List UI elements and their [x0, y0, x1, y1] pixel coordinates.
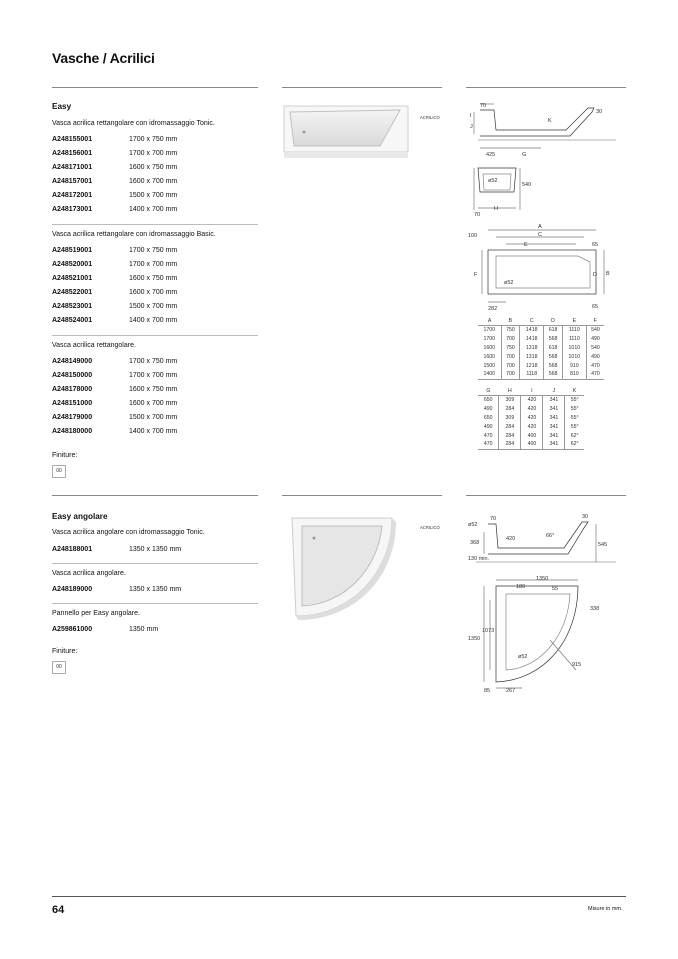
- table-row: 650 309 420 341 55°: [478, 396, 584, 405]
- table-row: 470 284 400 341 62°: [478, 440, 584, 449]
- dim-label: F: [474, 272, 478, 278]
- dim-label: A: [538, 224, 542, 230]
- dim-label: 70: [490, 516, 497, 522]
- product-size: 1350 mm: [129, 626, 159, 633]
- product-size: 1500 x 700 mm: [129, 414, 178, 421]
- product-code: A248156001: [52, 150, 93, 157]
- dim-label: 65: [592, 242, 599, 248]
- product-size: 1600 x 700 mm: [129, 289, 178, 296]
- product-size: 1400 x 700 mm: [129, 317, 178, 324]
- dim-label: 420: [506, 536, 516, 542]
- product-size: 1600 x 750 mm: [129, 275, 178, 282]
- dim-label: ø52: [504, 280, 514, 286]
- dim-label: 1350: [536, 576, 549, 582]
- dim-label: J: [470, 124, 473, 130]
- product-size: 1350 x 1350 mm: [129, 546, 182, 553]
- angolare-group-3-desc: Pannello per Easy angolare.: [52, 610, 140, 617]
- product-size: 1500 x 700 mm: [129, 192, 178, 199]
- table-row: 650 309 420 341 55°: [478, 414, 584, 423]
- table-row: 490 284 420 341 55°: [478, 405, 584, 414]
- table-row: 1500 700 1218 568 910 470: [478, 361, 604, 370]
- divider: [52, 603, 258, 604]
- easy-rule-left: [52, 87, 258, 88]
- easy-finishes-label: Finiture:: [52, 452, 78, 459]
- dim-label: 85: [484, 688, 491, 694]
- material-badge: ACRILICO: [420, 525, 440, 530]
- dim-label: 30: [596, 109, 603, 115]
- dim-label: 338: [590, 606, 600, 612]
- angolare-bathtub-photo: [288, 512, 398, 622]
- dim-label: H: [494, 206, 498, 212]
- product-code: A248523001: [52, 303, 93, 310]
- product-size: 1350 x 1350 mm: [129, 586, 182, 593]
- table-row: 1600 700 1318 568 1010 490: [478, 352, 604, 361]
- divider: [52, 563, 258, 564]
- dim-label: 368: [470, 540, 480, 546]
- product-size: 1700 x 700 mm: [129, 372, 178, 379]
- product-size: 1700 x 700 mm: [129, 150, 178, 157]
- easy-group-1-desc: Vasca acrilica rettangolare con idromassaggio Tonic.: [52, 120, 215, 127]
- angolare-title: Easy angolare: [52, 512, 108, 521]
- table-header: K: [572, 387, 577, 394]
- material-badge: ACRILICO: [420, 115, 440, 120]
- easy-rule-right: [466, 87, 626, 88]
- product-code: A248178000: [52, 386, 93, 393]
- easy-group-3-desc: Vasca acrilica rettangolare.: [52, 342, 136, 349]
- angolare-group-1-desc: Vasca acrilica angolare con idromassaggio Tonic.: [52, 529, 205, 536]
- dim-label: C: [538, 232, 542, 238]
- angolare-group-2-desc: Vasca acrilica angolare.: [52, 570, 126, 577]
- product-code: A248179000: [52, 414, 93, 421]
- product-code: A248150000: [52, 372, 93, 379]
- product-code: A248173001: [52, 206, 93, 213]
- angolare-technical-drawing: [466, 510, 626, 700]
- dim-label: 180: [516, 584, 526, 590]
- table-header: F: [593, 317, 597, 324]
- product-code: A248149000: [52, 358, 93, 365]
- dim-label: 55: [552, 586, 559, 592]
- dim-label: 65: [592, 304, 599, 310]
- product-code: A248522001: [52, 289, 93, 296]
- table-row: 1600 750 1318 618 1010 540: [478, 344, 604, 353]
- easy-technical-drawing: [466, 100, 626, 315]
- footer-rule: [52, 896, 626, 897]
- dim-label: E: [524, 242, 528, 248]
- table-row: 1700 750 1418 618 1110 540: [478, 326, 604, 335]
- easy-spec-table-1: [478, 316, 604, 380]
- easy-spec-table-2: [478, 386, 584, 450]
- dim-label: 540: [522, 182, 532, 188]
- product-code: A248151000: [52, 400, 93, 407]
- easy-title: Easy: [52, 102, 72, 111]
- dim-label: B: [606, 271, 610, 277]
- finish-swatch: 00: [52, 465, 66, 478]
- table-header: G: [486, 387, 491, 394]
- dim-label: G: [522, 152, 527, 158]
- table-row: 490 284 420 341 55°: [478, 422, 584, 431]
- dim-label: 1073: [482, 628, 495, 634]
- angolare-finishes-label: Finiture:: [52, 648, 78, 655]
- table-header: I: [531, 387, 533, 394]
- angolare-rule-mid: [282, 495, 442, 496]
- product-code: A248520001: [52, 261, 93, 268]
- product-code: A248189000: [52, 586, 93, 593]
- product-code: A248172001: [52, 192, 93, 199]
- dim-label: 66°: [546, 533, 555, 539]
- table-header: B: [508, 317, 513, 324]
- footer-note: Misure in mm.: [588, 906, 623, 912]
- product-code: A248171001: [52, 164, 93, 171]
- table-row: 1400 700 1118 568 810 470: [478, 370, 604, 379]
- dim-label: 915: [572, 662, 582, 668]
- divider: [52, 335, 258, 336]
- product-size: 1700 x 750 mm: [129, 247, 178, 254]
- angolare-rule-left: [52, 495, 258, 496]
- product-size: 1700 x 750 mm: [129, 358, 178, 365]
- page-title: Vasche / Acrilici: [52, 50, 155, 66]
- product-size: 1500 x 700 mm: [129, 303, 178, 310]
- table-row: 470 284 400 341 62°: [478, 431, 584, 440]
- dim-label: 1350: [468, 636, 481, 642]
- product-size: 1600 x 750 mm: [129, 386, 178, 393]
- product-code: A248155001: [52, 136, 93, 143]
- product-code: A248519001: [52, 247, 93, 254]
- dim-label: ø52: [468, 522, 478, 528]
- dim-label: 425: [486, 152, 496, 158]
- dim-label: 267: [506, 688, 516, 694]
- table-header: E: [572, 317, 577, 324]
- dim-label: ø52: [518, 654, 528, 660]
- dim-label: 70: [480, 103, 487, 109]
- table-header: C: [529, 317, 534, 324]
- dim-label: 130 min.: [468, 556, 490, 562]
- divider: [52, 224, 258, 225]
- table-row: 1700 700 1418 568 1110 490: [478, 335, 604, 344]
- dim-label: 545: [598, 542, 608, 548]
- dim-label: 282: [488, 306, 498, 312]
- dim-label: 100: [468, 233, 478, 239]
- dim-label: I: [470, 113, 472, 119]
- dim-label: K: [548, 118, 552, 124]
- product-size: 1400 x 700 mm: [129, 428, 178, 435]
- product-code: A248524001: [52, 317, 93, 324]
- easy-group-2-desc: Vasca acrilica rettangolare con idromassaggio Basic.: [52, 231, 216, 238]
- table-header: A: [487, 317, 492, 324]
- table-header: J: [552, 387, 556, 394]
- product-size: 1400 x 700 mm: [129, 206, 178, 213]
- table-header: D: [551, 317, 555, 324]
- dim-label: 30: [582, 514, 589, 520]
- product-size: 1700 x 700 mm: [129, 261, 178, 268]
- product-size: 1600 x 700 mm: [129, 400, 178, 407]
- product-code: A248157001: [52, 178, 93, 185]
- product-code: A248188001: [52, 546, 93, 553]
- finish-swatch: 00: [52, 661, 66, 674]
- dim-label: D: [593, 272, 597, 278]
- product-code: A248521001: [52, 275, 93, 282]
- dim-label: ø52: [488, 178, 498, 184]
- easy-bathtub-photo: [282, 102, 410, 160]
- dim-label: 70: [474, 212, 481, 218]
- page-number: 64: [52, 904, 65, 916]
- table-header: H: [508, 387, 512, 394]
- product-code: A248180000: [52, 428, 93, 435]
- product-size: 1600 x 700 mm: [129, 178, 178, 185]
- product-size: 1600 x 750 mm: [129, 164, 178, 171]
- product-code: A259861000: [52, 626, 93, 633]
- easy-rule-mid: [282, 87, 442, 88]
- angolare-rule-right: [466, 495, 626, 496]
- product-size: 1700 x 750 mm: [129, 136, 178, 143]
